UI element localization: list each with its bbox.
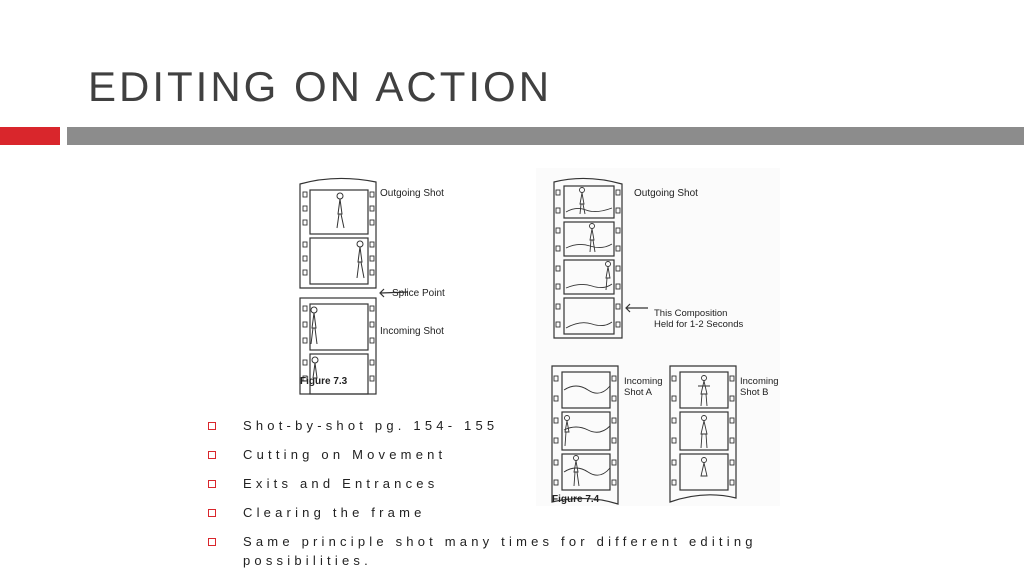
square-bullet-icon — [208, 480, 216, 488]
square-bullet-icon — [208, 422, 216, 430]
bullet-text: Shot-by-shot pg. 154- 155 — [243, 418, 499, 433]
bullet-item — [206, 416, 806, 435]
fig73-label-outgoing: Outgoing Shot — [380, 188, 444, 199]
fig74-label-incoming-b-2: Shot B — [740, 387, 769, 398]
fig73-caption: Figure 7.3 — [300, 376, 348, 387]
fig73-label-splice: Splice Point — [392, 288, 445, 299]
fig74-label-composition-2: Held for 1-2 Seconds — [654, 319, 744, 330]
fig74-label-outgoing: Outgoing Shot — [634, 188, 698, 199]
square-bullet-icon — [208, 451, 216, 459]
bullet-text: Clearing the frame — [243, 505, 426, 520]
fig74-caption: Figure 7.4 — [552, 494, 600, 505]
fig74-label-incoming-b-1: Incoming — [740, 376, 779, 387]
figure-7-3 — [296, 170, 460, 396]
bullet-text: Same principle shot many times for different editing possibilities. — [243, 534, 757, 568]
title-rule — [67, 127, 1024, 145]
fig74-label-incoming-a-1: Incoming — [624, 376, 663, 387]
figure-7-3-drawing — [296, 170, 460, 396]
slide-title: EDITING ON ACTION — [88, 63, 553, 110]
square-bullet-icon — [208, 538, 216, 546]
bullet-text: Exits and Entrances — [243, 476, 439, 491]
bullet-item — [206, 503, 806, 522]
fig73-label-incoming: Incoming Shot — [380, 326, 444, 337]
accent-bar — [0, 127, 60, 145]
bullet-item — [206, 532, 806, 570]
bullet-list — [206, 416, 806, 580]
bullet-item — [206, 445, 806, 464]
bullet-text: Cutting on Movement — [243, 447, 447, 462]
fig74-label-incoming-a-2: Shot A — [624, 387, 652, 398]
fig74-label-composition-1: This Composition — [654, 308, 728, 319]
bullet-item — [206, 474, 806, 493]
square-bullet-icon — [208, 509, 216, 517]
